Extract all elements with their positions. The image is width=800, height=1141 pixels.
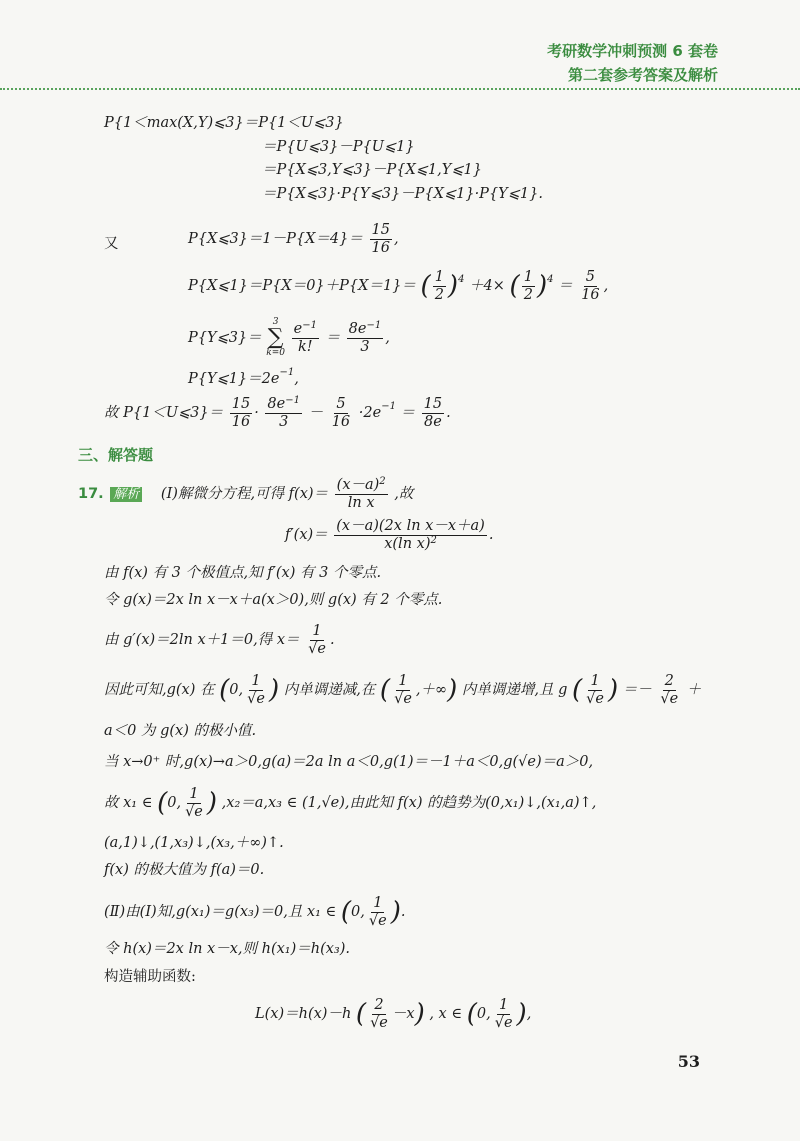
header-divider xyxy=(0,88,800,90)
text-line-p14: 构造辅助函数: xyxy=(104,969,196,985)
eq-line-3: ＝P{X⩽3,Y⩽3}－P{X⩽1,Y⩽1} xyxy=(262,162,482,178)
text-line-p9: 故 x₁ ∈ (0, $\frac{1}{√e}$ ) ,x₂＝a,x₃ ∈ (1,√e),由此知 f(x) 的趋势为(0,x₁)↓,(x₁,a)↑, xyxy=(104,786,597,820)
eq-line-9: 故 P{1＜U⩽3}＝ $\frac{15}{16}$ · $\frac{8e^{-1}}{3}$ － $\frac{5}{16}$ $\cdot 2e^{-1}$ ＝ $\frac{15}{8e}$ . xyxy=(104,395,451,430)
aux-function-eq: L(x)＝h(x)－h ( $\frac{2}{√e}$ －x) , x ∈ (0, $\frac{1}{√e}$ ), xyxy=(255,997,532,1031)
text-line-p12: (Ⅱ)由(Ⅰ)知,g(x₁)＝g(x₃)＝0,且 x₁ ∈ (0, $\frac{1}{√e}$ ). xyxy=(104,895,406,929)
eq-line-8: $P\{Y⩽1\}=2e^{-1}$, xyxy=(188,367,299,387)
section-title: 三、解答题 xyxy=(78,446,154,464)
text-line-p8: 当 x→0⁺ 时,g(x)→a＞0,g(a)＝2a ln a＜0,g(1)＝－1＋a＜0,g(√e)＝a＞0, xyxy=(104,754,594,770)
fprime-eq: f′(x)＝ $\frac{\text{(x－a)(2x ln x－x＋a)}}{x(\ln x)^2}$ . xyxy=(285,518,494,552)
eq-line-5: P{X⩽3}＝1－P{X＝4}＝ $\frac{15}{16}$ , xyxy=(188,222,399,256)
eq-line-4: ＝P{X⩽3}·P{Y⩽3}－P{X⩽1}·P{Y⩽1}. xyxy=(262,186,543,202)
text-line-p11: f(x) 的极大值为 f(a)＝0. xyxy=(104,862,265,878)
header-title: 考研数学冲刺预测 6 套卷 xyxy=(547,42,718,60)
analysis-tag: 解析 xyxy=(110,487,142,502)
page-number: 53 xyxy=(677,1052,700,1071)
text-line-p3: 由 f(x) 有 3 个极值点,知 f′(x) 有 3 个零点. xyxy=(104,565,382,581)
eq-line-6: P{X⩽1}＝P{X＝0}＋P{X＝1}＝ ( $\frac{1}{2}$ )$^4$ ＋4× ( $\frac{1}{2}$ )$^4$ ＝ $\frac{5}{16}$ , xyxy=(188,269,609,303)
text-line-p4: 令 g(x)＝2x ln x－x＋a(x＞0),则 g(x) 有 2 个零点. xyxy=(104,592,443,608)
text-line-p7: a＜0 为 g(x) 的极小值. xyxy=(104,723,257,739)
text-line-p6: 因此可知,g(x) 在 (0, $\frac{1}{√e}$ ) 内单调递减,在 ( $\frac{1}{√e}$ ,＋∞) 内单调递增,且 g ( $\frac{1}{√e}$ ) ＝－ $\frac{2}{√e}$ ＋ xyxy=(104,673,702,707)
eq-line-7: P{Y⩽3}＝ 3 ∑ k=0 $\frac{e^{-1}}{k!}$ ＝ $\frac{8e^{-1}}{3}$ , xyxy=(188,317,390,358)
text-you: 又 xyxy=(104,236,119,252)
header-subtitle: 第二套参考答案及解析 xyxy=(567,66,718,84)
text-line-p13: 令 h(x)＝2x ln x－x,则 h(x₁)＝h(x₃). xyxy=(104,941,351,957)
eq-line-2: ＝P{U⩽3}－P{U⩽1} xyxy=(262,139,415,155)
text-line-p10: (a,1)↓,(1,x₃)↓,(x₃,＋∞)↑. xyxy=(104,835,284,851)
eq-line-1: P{1＜max(X,Y)⩽3}＝P{1＜U⩽3} xyxy=(104,115,344,131)
text-line-p5: 由 g′(x)＝2ln x＋1＝0,得 x＝ $\frac{1}{√e}$ . xyxy=(104,623,335,657)
problem-17-line-1: 17. 解析 (Ⅰ)解微分方程,可得 f(x)＝ $\frac{(x-a)^2}{\text{ln x}}$ ,故 xyxy=(78,476,414,511)
